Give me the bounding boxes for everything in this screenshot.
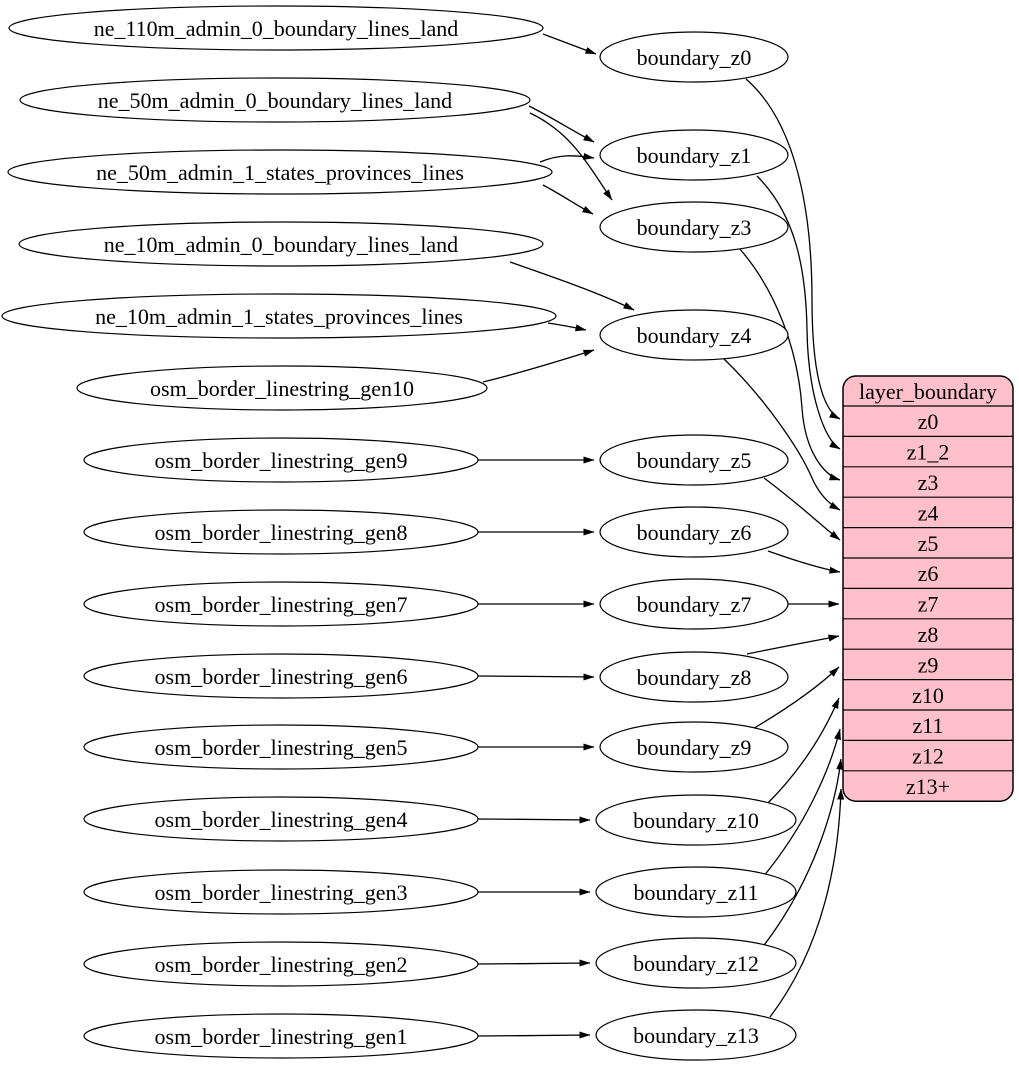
node-osm_border_linestring_gen1 xyxy=(84,1014,478,1058)
edge-osm_border_linestring_gen1-to-boundary_z13 xyxy=(478,1035,590,1036)
node-label-ne_50m_admin_1_states_provinces_lines: ne_50m_admin_1_states_provinces_lines xyxy=(96,160,464,185)
node-ne_50m_admin_0_boundary_lines_land xyxy=(20,78,530,122)
node-boundary_z11 xyxy=(596,867,796,917)
table-row-z10 xyxy=(912,683,944,708)
node-label-osm_border_linestring_gen9: osm_border_linestring_gen9 xyxy=(154,448,408,473)
node-label-ne_10m_admin_1_states_provinces_lines: ne_10m_admin_1_states_provinces_lines xyxy=(95,304,463,329)
table-row-z3 xyxy=(918,470,939,495)
node-boundary_z3 xyxy=(600,202,788,252)
table-row-label-z4: z4 xyxy=(917,500,939,526)
table-row-z5 xyxy=(918,531,939,556)
node-label-boundary_z0: boundary_z0 xyxy=(636,45,752,70)
edge-osm_border_linestring_gen10-to-boundary_z4 xyxy=(483,350,594,382)
table-row-z13+ xyxy=(906,774,950,799)
edge-osm_border_linestring_gen4-to-boundary_z10 xyxy=(478,819,590,820)
table-row-z1_2 xyxy=(907,440,950,465)
node-label-ne_50m_admin_0_boundary_lines_land: ne_50m_admin_0_boundary_lines_land xyxy=(97,88,453,113)
table-row-z8 xyxy=(918,622,939,647)
edge-boundary_z0-to-z0 xyxy=(746,79,840,419)
table-row-z11 xyxy=(913,713,944,738)
node-boundary_z5 xyxy=(600,435,788,485)
node-label-boundary_z5: boundary_z5 xyxy=(636,448,752,473)
node-label-boundary_z12: boundary_z12 xyxy=(633,951,759,976)
node-label-osm_border_linestring_gen1: osm_border_linestring_gen1 xyxy=(154,1024,408,1049)
node-label-boundary_z10: boundary_z10 xyxy=(633,808,759,833)
node-label-boundary_z13: boundary_z13 xyxy=(633,1023,759,1048)
node-osm_border_linestring_gen5 xyxy=(84,725,478,769)
node-ne_10m_admin_1_states_provinces_lines xyxy=(2,294,556,338)
node-boundary_z0 xyxy=(600,32,788,82)
node-label-boundary_z6: boundary_z6 xyxy=(636,520,752,545)
node-label-ne_110m_admin_0_boundary_lines_land: ne_110m_admin_0_boundary_lines_land xyxy=(93,16,459,41)
edge-boundary_z8-to-z8 xyxy=(747,636,839,654)
node-label-osm_border_linestring_gen8: osm_border_linestring_gen8 xyxy=(154,520,408,545)
table-row-label-z3: z3 xyxy=(917,470,939,495)
node-ne_10m_admin_0_boundary_lines_land xyxy=(19,222,543,266)
node-osm_border_linestring_gen6 xyxy=(84,654,478,698)
node-osm_border_linestring_gen4 xyxy=(84,797,478,841)
table-row-label-z0: z0 xyxy=(917,409,939,435)
table-row-label-z8: z8 xyxy=(917,622,939,647)
node-label-ne_10m_admin_0_boundary_lines_land: ne_10m_admin_0_boundary_lines_land xyxy=(103,232,459,257)
node-osm_border_linestring_gen10 xyxy=(77,366,487,410)
node-boundary_z4 xyxy=(600,310,788,360)
edge-osm_border_linestring_gen6-to-boundary_z8 xyxy=(478,676,594,677)
node-boundary_z6 xyxy=(600,507,788,557)
node-label-boundary_z4: boundary_z4 xyxy=(636,323,752,348)
node-label-osm_border_linestring_gen4: osm_border_linestring_gen4 xyxy=(154,807,408,832)
table-row-label-z6: z6 xyxy=(917,561,939,587)
node-boundary_z7 xyxy=(600,579,788,629)
node-label-osm_border_linestring_gen2: osm_border_linestring_gen2 xyxy=(154,952,408,977)
table-row-label-z1_2: z1_2 xyxy=(906,439,950,465)
node-label-boundary_z7: boundary_z7 xyxy=(636,592,752,617)
table-row-z4 xyxy=(918,500,939,525)
table-title: layer_boundary xyxy=(858,379,998,404)
table-row-z9 xyxy=(918,652,939,677)
edge-boundary_z12-to-z12 xyxy=(762,759,841,948)
table-row-label-z13+: z13+ xyxy=(905,774,951,799)
node-osm_border_linestring_gen7 xyxy=(84,582,478,626)
node-ne_110m_admin_0_boundary_lines_land xyxy=(9,6,543,50)
node-label-osm_border_linestring_gen10: osm_border_linestring_gen10 xyxy=(150,376,414,401)
node-boundary_z1 xyxy=(600,130,788,180)
node-label-boundary_z3: boundary_z3 xyxy=(636,215,752,240)
node-label-osm_border_linestring_gen6: osm_border_linestring_gen6 xyxy=(154,664,408,689)
edge-boundary_z6-to-z6 xyxy=(768,551,840,572)
node-label-boundary_z8: boundary_z8 xyxy=(636,665,752,690)
node-label-boundary_z1: boundary_z1 xyxy=(636,143,752,168)
node-label-osm_border_linestring_gen5: osm_border_linestring_gen5 xyxy=(154,735,408,760)
edge-ne_10m_admin_1_states_provinces_lines-to-boundary_z4 xyxy=(548,323,586,330)
node-osm_border_linestring_gen3 xyxy=(84,870,478,914)
edge-boundary_z4-to-z4 xyxy=(722,357,840,510)
node-osm_border_linestring_gen2 xyxy=(84,942,478,986)
table-row-label-z9: z9 xyxy=(917,652,939,678)
node-label-osm_border_linestring_gen3: osm_border_linestring_gen3 xyxy=(154,880,408,905)
node-label-osm_border_linestring_gen7: osm_border_linestring_gen7 xyxy=(154,592,408,617)
table-row-label-z10: z10 xyxy=(912,682,944,708)
node-label-boundary_z11: boundary_z11 xyxy=(633,880,759,905)
node-boundary_z9 xyxy=(600,722,788,772)
edge-ne_110m_admin_0_boundary_lines_land-to-boundary_z0 xyxy=(543,34,596,54)
edge-ne_50m_admin_0_boundary_lines_land-to-boundary_z1 xyxy=(529,106,594,142)
edge-ne_50m_admin_1_states_provinces_lines-to-boundary_z3 xyxy=(543,185,593,214)
edge-ne_10m_admin_0_boundary_lines_land-to-boundary_z4 xyxy=(510,262,634,310)
layer-boundary-table xyxy=(843,376,1013,801)
table-row-label-z5: z5 xyxy=(917,530,939,556)
node-osm_border_linestring_gen9 xyxy=(84,438,478,482)
node-boundary_z10 xyxy=(596,795,796,845)
node-boundary_z12 xyxy=(596,938,796,988)
node-boundary_z8 xyxy=(600,652,788,702)
table-row-z0 xyxy=(918,409,939,434)
node-label-boundary_z9: boundary_z9 xyxy=(636,735,752,760)
node-ne_50m_admin_1_states_provinces_lines xyxy=(8,150,552,194)
table-row-label-z11: z11 xyxy=(912,713,944,739)
edge-osm_border_linestring_gen2-to-boundary_z12 xyxy=(478,963,590,964)
table-row-label-z12: z12 xyxy=(912,743,944,769)
table-row-z6 xyxy=(918,561,939,586)
table-row-label-z7: z7 xyxy=(917,591,939,617)
node-boundary_z13 xyxy=(596,1010,796,1060)
table-row-z12 xyxy=(912,744,944,769)
table-row-z7 xyxy=(918,592,939,617)
node-osm_border_linestring_gen8 xyxy=(84,510,478,554)
